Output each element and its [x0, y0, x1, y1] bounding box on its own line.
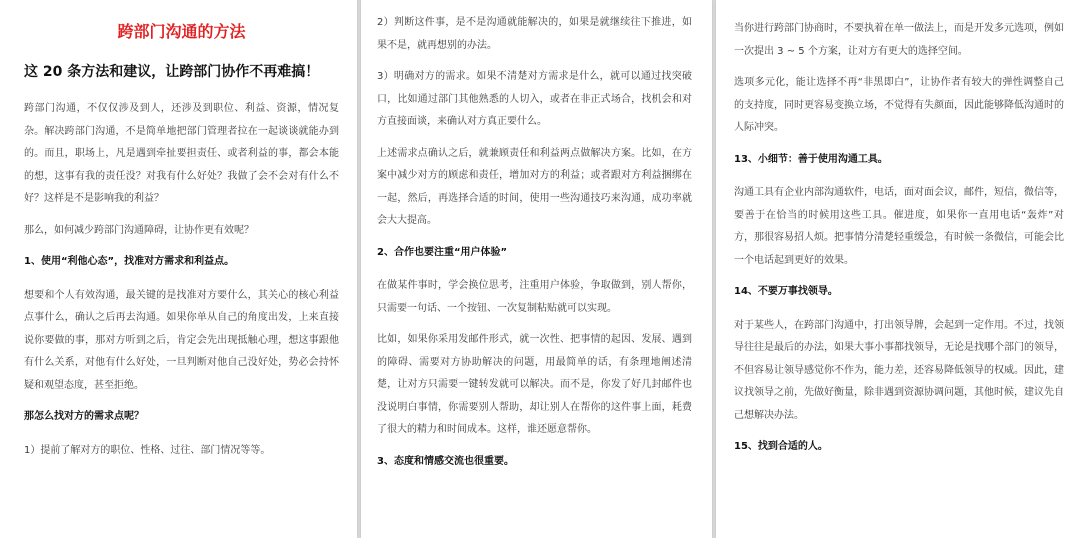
paragraph: 上述需求点确认之后，就兼顾责任和利益两点做解决方案。比如，在方案中减少对方的顾虑和责任，增加对方的利益；或者跟对方利益捆绑在一起，然后，再选择合适的时间，使用一些沟通技巧来沟通，成功率就会大大提高。 [377, 147, 692, 226]
paragraph: 在做某件事时，学会换位思考，注重用户体验，争取做到，别人帮你，只需要一句话、一个按钮、一次复制粘贴就可以实现。 [377, 280, 692, 314]
paragraph: 那么，如何减少跨部门沟通障碍，让协作更有效呢？ [24, 224, 254, 236]
paragraph: 比如，如果你采用发邮件形式，就一次性、把事情的起因、发展、遇到的障碍、需要对方协助解决的问题，用最简单的话，有条理地阐述清楚，让对方只需要一键转发就可以解决。而不是，你发了好几封邮件也没说明白事情，你需要别人帮助，却让别人在帮你的这件事上面，耗费了很大的精力和时间成本。这样，谁还愿意帮你。 [377, 334, 692, 435]
section-heading: 1、使用“利他心态”，找准对方需求和利益点。 [24, 256, 235, 268]
page-3 [716, 0, 1080, 538]
paragraph: 2）判断这件事，是不是沟通就能解决的，如果是就继续往下推进，如果不是，就再想别的办法。 [377, 17, 692, 51]
section-heading: 3、态度和情感交流也很重要。 [377, 455, 514, 467]
section-heading: 那怎么找对方的需求点呢？ [24, 411, 144, 423]
document-title: 跨部门沟通的方法 [117, 22, 246, 41]
section-heading: 2、合作也要注重“用户体验” [377, 246, 508, 258]
paragraph: 想要和个人有效沟通，最关键的是找准对方要什么，其关心的核心利益点事什么，确认之后再去沟通。如果你单从自己的角度出发，上来直接说你要做的事，那对方听到之后，肯定会先出现抵触心理，想这事跟他有什么关系，对他有什么好处，一旦判断对他自己没好处，势必会持怀疑和观望态度，甚至拒绝。 [24, 289, 339, 391]
paragraph: 对于某些人，在跨部门沟通中，打出领导牌，会起到一定作用。不过，找领导往往是最后的办法，如果大事小事都找领导，无论是找哪个部门的领导，不但容易让领导感觉你不作为，能力差，还容易降低领导的权威。因此，建议找领导之前，先做好衡量，除非遇到资源协调问题，其他时候，建议先自己想解决办法。 [734, 319, 1064, 421]
section-heading: 13、小细节：善于使用沟通工具。 [734, 153, 888, 165]
section-heading: 14、不要万事找领导。 [734, 286, 838, 297]
paragraph: 3）明确对方的需求。如果不清楚对方需求是什么，就可以通过找突破口，比如通过部门其他熟悉的人切入，或者在非正式场合，找机会和对方直接面谈，来确认对方真正要什么。 [377, 71, 692, 127]
page-1 [0, 0, 357, 538]
paragraph: 跨部门沟通，不仅仅涉及到人，还涉及到职位、利益、资源，情况复杂。解决跨部门沟通，不是简单地把部门管理者拉在一起谈谈就能办到的。而且，职场上，凡是遇到牵扯要担责任、或者利益的事，都会本能的想，这事有我的责任没？对我有什么好处？我做了会不会对有什么不好？这样是不是影响我的利益？ [24, 103, 339, 205]
paragraph: 1）提前了解对方的职位、性格、过往、部门情况等等。 [24, 444, 271, 456]
paragraph: 当你进行跨部门协商时，不要执着在单一做法上，而是开发多元选项，例如一次提出 3 ~ 5 个方案，让对方有更大的选择空间。 [734, 23, 1064, 57]
document-subtitle: 这 20 条方法和建议，让跨部门协作不再难搞！ [24, 63, 320, 80]
page-2 [361, 0, 712, 538]
section-heading: 15、找到合适的人。 [734, 441, 828, 452]
paragraph: 沟通工具有企业内部沟通软件，电话，面对面会议，邮件，短信，微信等，要善于在恰当的时候用这些工具。催进度，如果你一直用电话“轰炸”对方，那很容易招人烦。把事情分清楚轻重缓急，有时候一条微信，可能会比一个电话起到更好的效果。 [734, 187, 1064, 266]
paragraph: 选项多元化，能让选择不再“非黑即白”，让协作者有较大的弹性调整自己的支持度，同时更容易变换立场，不觉得有失颜面，因此能够降低沟通时的人际冲突。 [734, 77, 1064, 133]
